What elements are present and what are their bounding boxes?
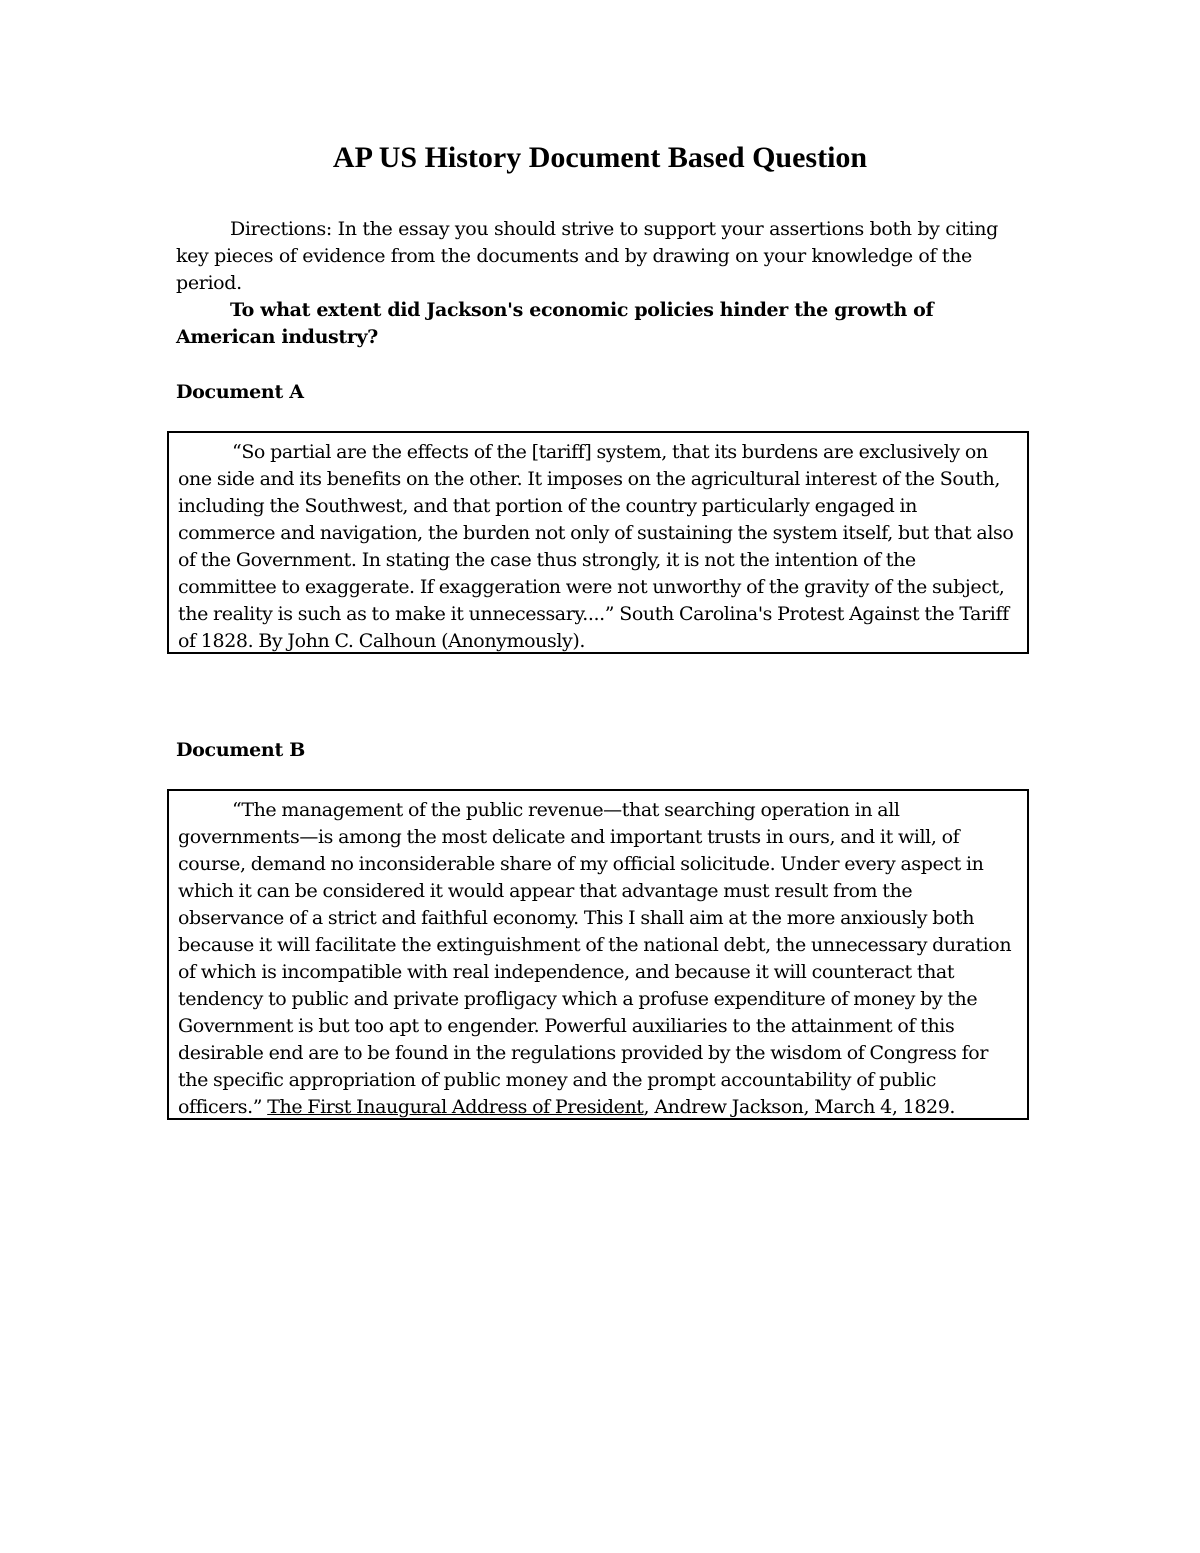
document-b-box (167, 789, 1029, 1120)
document-b-quote: “The management of the public revenue—that searching operation in all governments—is among the most delicate and important trusts in ours, and it will, of course, demand no inconsiderable share of my official solicitude. Under every aspect in which it can be considered it would appear that advantage must result from the observance of a strict and faithful economy. This I shall aim at the more anxiously both because it will facilitate the extinguishment of the national debt, the unnecessary duration of which is incompatible with real independence, and because it will counteract that tendency to public and private profligacy which a profuse expenditure of money by the Government is but too apt to engender. Powerful auxiliaries to the attainment of this desirable end are to be found in the regulations provided by the wisdom of Congress for the specific appropriation of public money and the prompt accountability of public officers.” (178, 799, 1012, 1118)
document-a-heading: Document A (176, 381, 304, 403)
document-b-heading: Document B (176, 739, 305, 761)
document-b-text (178, 797, 1019, 1121)
page-title: AP US History Document Based Question (332, 141, 868, 174)
essay-question: To what extent did Jackson's economic policies hinder the growth of American industry? (176, 299, 934, 348)
document-a-quote: “So partial are the effects of the [tariff] system, that its burdens are exclusively on one side and its benefits on the other. It imposes on the agricultural interest of the South, including the Southwest, and that portion of the country particularly engaged in commerce and navigation, the burden not only of sustaining the system itself, but that also of the Government. In stating the case thus strongly, it is not the intention of the committee to exaggerate. If exaggeration were not unworthy of the gravity of the subject, the reality is such as to make it unnecessary....” (178, 441, 1014, 625)
document-a-citation: South Carolina's Protest Against the Tariff of 1828. By John C. Calhoun (Anonymously). (178, 603, 1009, 652)
document-a-box (167, 431, 1029, 654)
directions-text: Directions: In the essay you should strive to support your assertions both by citing key pieces of evidence from the documents and by drawing on your knowledge of the period. (176, 218, 998, 294)
document-a-text (178, 439, 1019, 655)
document-b-citation-rest: , Andrew Jackson, March 4, 1829. (643, 1096, 956, 1118)
document-b-citation-source: The First Inaugural Address of President (267, 1096, 644, 1118)
